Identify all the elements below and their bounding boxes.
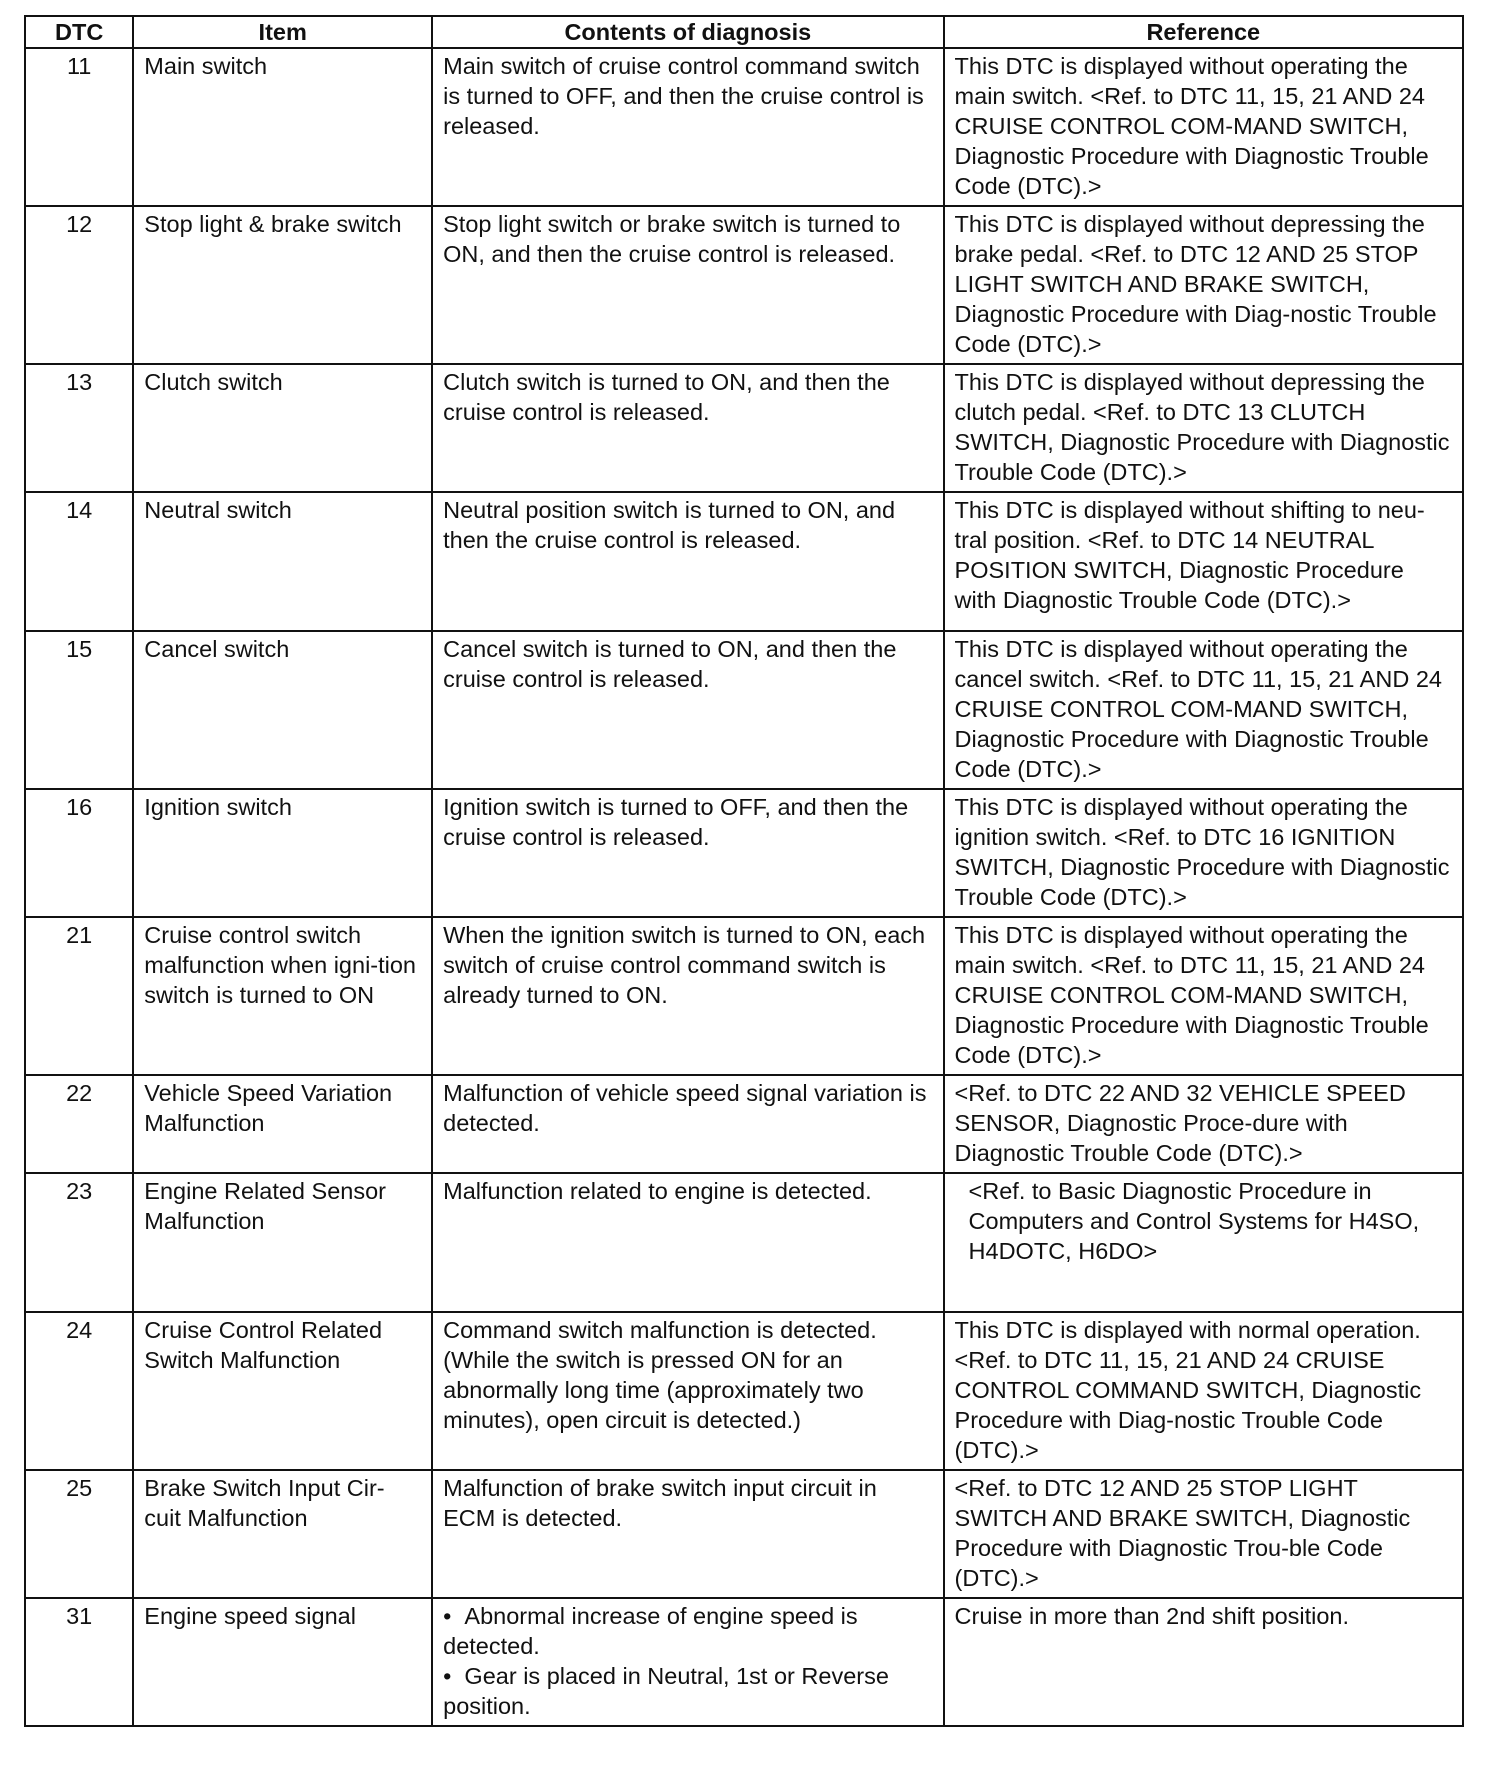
item-cell: Neutral switch — [133, 492, 432, 631]
reference-cell: <Ref. to Basic Diagnostic Procedure in Computers and Control Systems for H4SO, H4DOTC, H6DO> — [944, 1173, 1463, 1312]
contents-cell: Cancel switch is turned to ON, and then the cruise control is released. — [432, 631, 943, 789]
contents-cell: Clutch switch is turned to ON, and then the cruise control is released. — [432, 364, 943, 492]
contents-cell: Malfunction of vehicle speed signal variation is detected. — [432, 1075, 943, 1173]
table-row — [25, 492, 1463, 631]
header-reference: Reference — [944, 16, 1463, 48]
table-row — [25, 1312, 1463, 1470]
table-row — [25, 1173, 1463, 1312]
table-row — [25, 1470, 1463, 1598]
dtc-code: 16 — [25, 789, 133, 917]
dtc-code: 31 — [25, 1598, 133, 1726]
dtc-code: 15 — [25, 631, 133, 789]
reference-cell: <Ref. to DTC 12 AND 25 STOP LIGHT SWITCH AND BRAKE SWITCH, Diagnostic Procedure with Diagnostic Trou-ble Code (DTC).> — [944, 1470, 1463, 1598]
item-cell: Stop light & brake switch — [133, 206, 432, 364]
table-row — [25, 206, 1463, 364]
contents-cell: Malfunction related to engine is detected. — [432, 1173, 943, 1312]
table-row — [25, 1075, 1463, 1173]
dtc-table — [24, 15, 1464, 1727]
reference-cell: This DTC is displayed with normal operation. <Ref. to DTC 11, 15, 21 AND 24 CRUISE CONTROL COMMAND SWITCH, Diagnostic Procedure with Diag-nostic Trouble Code (DTC).> — [944, 1312, 1463, 1470]
header-contents: Contents of diagnosis — [432, 16, 943, 48]
reference-cell: <Ref. to DTC 22 AND 32 VEHICLE SPEED SENSOR, Diagnostic Proce-dure with Diagnostic Trouble Code (DTC).> — [944, 1075, 1463, 1173]
contents-cell — [432, 1598, 943, 1726]
bullet-item: • Abnormal increase of engine speed is detected. — [443, 1601, 932, 1661]
dtc-code: 23 — [25, 1173, 133, 1312]
reference-cell: This DTC is displayed without operating the cancel switch. <Ref. to DTC 11, 15, 21 AND 24 CRUISE CONTROL COM-MAND SWITCH, Diagnostic Procedure with Diagnostic Trouble Code (DTC).> — [944, 631, 1463, 789]
table-row — [25, 917, 1463, 1075]
contents-cell: When the ignition switch is turned to ON, each switch of cruise control command switch is already turned to ON. — [432, 917, 943, 1075]
item-cell: Cancel switch — [133, 631, 432, 789]
reference-cell: Cruise in more than 2nd shift position. — [944, 1598, 1463, 1726]
dtc-code: 21 — [25, 917, 133, 1075]
dtc-code: 13 — [25, 364, 133, 492]
table-row — [25, 364, 1463, 492]
contents-cell: Malfunction of brake switch input circuit in ECM is detected. — [432, 1470, 943, 1598]
item-cell: Main switch — [133, 48, 432, 206]
reference-cell: This DTC is displayed without shifting to neu-tral position. <Ref. to DTC 14 NEUTRAL POSITION SWITCH, Diagnostic Procedure with Diagnostic Trouble Code (DTC).> — [944, 492, 1463, 631]
table-row — [25, 631, 1463, 789]
dtc-code: 14 — [25, 492, 133, 631]
reference-cell: This DTC is displayed without depressing the brake pedal. <Ref. to DTC 12 AND 25 STOP LIGHT SWITCH AND BRAKE SWITCH, Diagnostic Procedure with Diag-nostic Trouble Code (DTC).> — [944, 206, 1463, 364]
item-cell: Brake Switch Input Cir-cuit Malfunction — [133, 1470, 432, 1598]
item-cell: Vehicle Speed Variation Malfunction — [133, 1075, 432, 1173]
item-cell: Cruise Control Related Switch Malfunction — [133, 1312, 432, 1470]
item-cell: Engine speed signal — [133, 1598, 432, 1726]
dtc-code: 12 — [25, 206, 133, 364]
reference-cell: This DTC is displayed without operating the main switch. <Ref. to DTC 11, 15, 21 AND 24 CRUISE CONTROL COM-MAND SWITCH, Diagnostic Procedure with Diagnostic Trouble Code (DTC).> — [944, 48, 1463, 206]
contents-cell: Stop light switch or brake switch is turned to ON, and then the cruise control is released. — [432, 206, 943, 364]
dtc-code: 11 — [25, 48, 133, 206]
dtc-code: 25 — [25, 1470, 133, 1598]
reference-cell: This DTC is displayed without depressing the clutch pedal. <Ref. to DTC 13 CLUTCH SWITCH, Diagnostic Procedure with Diagnostic Trouble Code (DTC).> — [944, 364, 1463, 492]
contents-cell: Ignition switch is turned to OFF, and then the cruise control is released. — [432, 789, 943, 917]
table-row — [25, 48, 1463, 206]
contents-cell: Neutral position switch is turned to ON, and then the cruise control is released. — [432, 492, 943, 631]
item-cell: Cruise control switch malfunction when igni-tion switch is turned to ON — [133, 917, 432, 1075]
item-cell: Engine Related Sensor Malfunction — [133, 1173, 432, 1312]
item-cell: Ignition switch — [133, 789, 432, 917]
dtc-code: 22 — [25, 1075, 133, 1173]
reference-cell: This DTC is displayed without operating the main switch. <Ref. to DTC 11, 15, 21 AND 24 CRUISE CONTROL COM-MAND SWITCH, Diagnostic Procedure with Diagnostic Trouble Code (DTC).> — [944, 917, 1463, 1075]
header-item: Item — [133, 16, 432, 48]
item-cell: Clutch switch — [133, 364, 432, 492]
reference-cell: This DTC is displayed without operating the ignition switch. <Ref. to DTC 16 IGNITION SWITCH, Diagnostic Procedure with Diagnostic Trouble Code (DTC).> — [944, 789, 1463, 917]
table-header-row — [25, 16, 1463, 48]
bullet-item: • Gear is placed in Neutral, 1st or Reverse position. — [443, 1661, 932, 1721]
contents-cell: Command switch malfunction is detected. (While the switch is pressed ON for an abnormally long time (approximately two minutes), open circuit is detected.) — [432, 1312, 943, 1470]
contents-cell: Main switch of cruise control command switch is turned to OFF, and then the cruise control is released. — [432, 48, 943, 206]
header-dtc: DTC — [25, 16, 133, 48]
dtc-code: 24 — [25, 1312, 133, 1470]
table-row — [25, 1598, 1463, 1726]
contents-bullet-list — [443, 1601, 932, 1721]
table-row — [25, 789, 1463, 917]
